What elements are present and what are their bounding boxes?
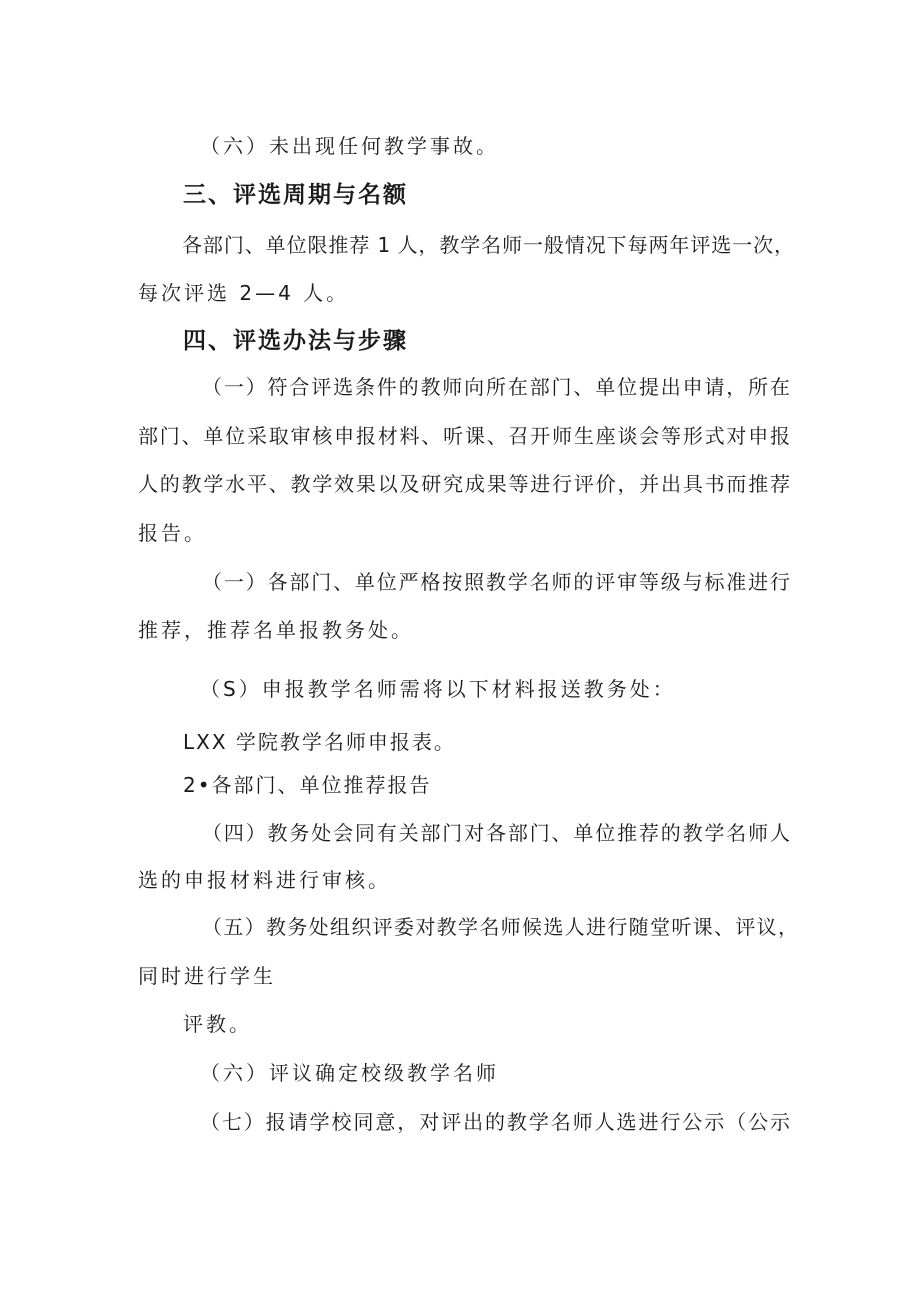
paragraph-line: （五）教务处组织评委对教学名师候选人进行随堂听课、评议， <box>202 915 798 939</box>
paragraph-line: （四）教务处会同有关部门对各部门、单位推荐的教学名师人 <box>202 821 790 845</box>
paragraph-line: 同时进行学生 <box>138 964 276 988</box>
paragraph-line: 报告。 <box>138 521 207 545</box>
paragraph-line: （七）报请学校同意，对评出的教学名师人选进行公示（公示 <box>200 1110 790 1134</box>
list-item: 2•各部门、单位推荐报告 <box>183 773 432 797</box>
paragraph-line: 每次评选 2—4 人。 <box>138 281 350 305</box>
section-heading: 三、评选周期与名额 <box>183 182 408 208</box>
paragraph-line: （六）未出现任何教学事故。 <box>200 134 499 158</box>
list-item: LXX 学院教学名师申报表。 <box>183 730 456 754</box>
paragraph-line: （一）符合评选条件的教师向所在部门、单位提出申请，所在 <box>202 375 790 399</box>
paragraph-line: 各部门、单位限推荐 1 人，教学名师一般情况下每两年评选一次， <box>182 233 794 257</box>
paragraph-line: 部门、单位采取审核申报材料、听课、召开师生座谈会等形式对申报 <box>138 424 790 448</box>
paragraph-line: （S）申报教学名师需将以下材料报送教务处： <box>200 677 676 701</box>
paragraph-line: （一）各部门、单位严格按照教学名师的评审等级与标准进行 <box>202 570 790 594</box>
paragraph-line: 人的教学水平、教学效果以及研究成果等进行评价，并出具书而推荐 <box>138 472 790 496</box>
paragraph-line: （六）评议确定校级教学名师 <box>200 1061 499 1085</box>
section-heading: 四、评选办法与步骤 <box>183 328 408 354</box>
paragraph-line: 评教。 <box>183 1012 252 1036</box>
paragraph-line: 推荐，推荐名单报教务处。 <box>138 618 414 642</box>
paragraph-line: 选的申报材料进行审核。 <box>138 868 391 892</box>
